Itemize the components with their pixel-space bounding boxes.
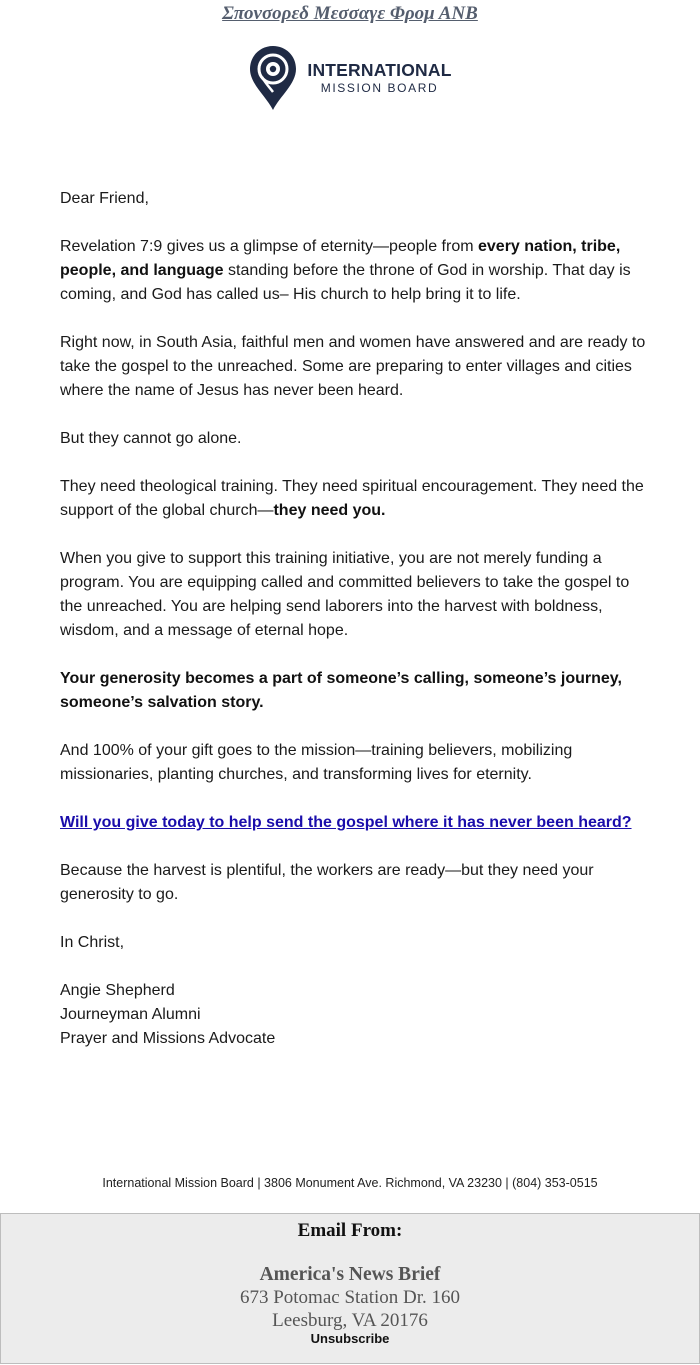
p1-text-c: standing before the throne of God in worship. That day is coming, and God has called us– His church to help bring it to life. [60, 262, 631, 303]
footer-address: International Mission Board | 3806 Monument Ave. Richmond, VA 23230 | (804) 353-0515 [102, 1176, 598, 1190]
cta-paragraph [60, 811, 650, 835]
signature-name: Angie Shepherd [60, 982, 175, 999]
paragraph-generosity [60, 667, 650, 715]
unsubscribe-link[interactable]: Unsubscribe [310, 1331, 390, 1346]
paragraph-harvest: Because the harvest is plentiful, the workers are ready—but they need your generosity to go. [60, 862, 594, 903]
paragraph-south-asia: Right now, in South Asia, faithful men and women have answered and are ready to take the gospel to the unreached. Some are preparing to enter villages and cities where the name of Jesus has never been heard. [60, 334, 646, 399]
logo-line1: INTERNATIONAL [307, 59, 452, 80]
email-from-address-line2: Leesburg, VA 20176 [272, 1310, 428, 1331]
signature-title-1: Journeyman Alumni [60, 1006, 201, 1023]
greeting: Dear Friend, [60, 190, 149, 207]
email-from-title: Email From: [297, 1220, 403, 1241]
paragraph-100-percent: And 100% of your gift goes to the mission—training believers, mobilizing missionaries, planting churches, and transforming lives for eternity. [60, 742, 573, 783]
paragraph-they-need [60, 475, 650, 523]
sponsored-banner [0, 0, 700, 29]
p1-text-a: Revelation 7:9 gives us a glimpse of eternity—people from [60, 238, 478, 255]
p4-bold: they need you. [273, 502, 386, 519]
letter-body [60, 187, 650, 1051]
map-pin-icon [248, 44, 298, 112]
logo-line2: MISSION BOARD [320, 81, 439, 96]
logo-wordmark [307, 59, 452, 96]
sponsored-banner-link[interactable]: Σπονσορεδ Μεσσαγε Φρομ ΑΝΒ [222, 3, 478, 24]
signature-block [60, 979, 650, 1051]
p1-bold: every nation, tribe, people, and language [60, 238, 621, 279]
email-from-box [0, 1213, 700, 1364]
email-from-org: America's News Brief [259, 1264, 441, 1285]
email-from-address-line1: 673 Potomac Station Dr. 160 [239, 1287, 461, 1308]
give-today-link[interactable]: Will you give today to help send the gospel where it has never been heard? [60, 814, 632, 831]
p4-text-a: They need theological training. They need spiritual encouragement. They need the support of the global church— [60, 478, 644, 519]
signature-title-2: Prayer and Missions Advocate [60, 1030, 276, 1047]
paragraph-cannot-go-alone: But they cannot go alone. [60, 430, 242, 447]
imb-logo[interactable] [0, 43, 700, 113]
p6-bold: Your generosity becomes a part of someone’s calling, someone’s journey, someone’s salvation story. [60, 670, 622, 711]
closing: In Christ, [60, 934, 125, 951]
paragraph-training-initiative: When you give to support this training initiative, you are not merely funding a program. You are equipping called and committed believers to take the gospel to the unreached. You are helping send laborers into the harvest with boldness, wisdom, and a message of eternal hope. [60, 550, 630, 639]
paragraph-revelation [60, 235, 650, 307]
